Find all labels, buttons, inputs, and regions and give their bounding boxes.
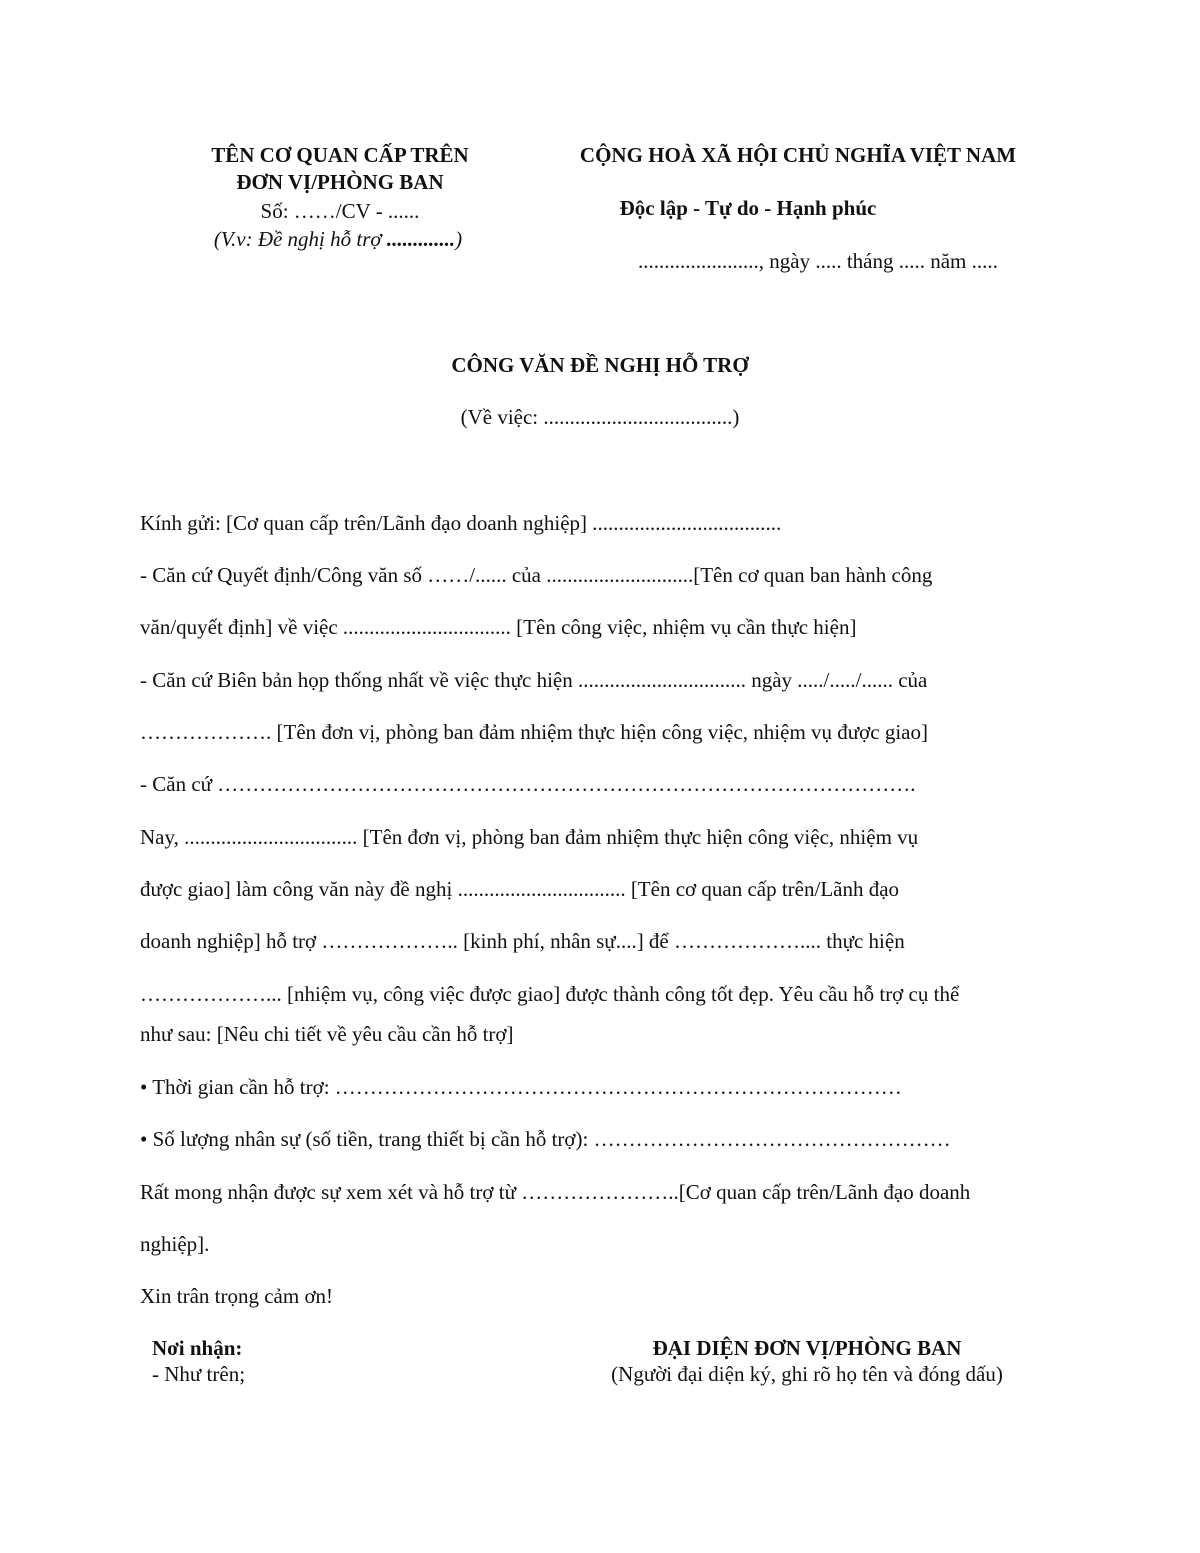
basis-decision-line-2: văn/quyết định] về việc ................................ [Tên công việc, nhiệm vụ cần thực hiện]	[140, 615, 857, 639]
closing-request-line-2: nghiệp].	[140, 1232, 210, 1256]
national-motto: Độc lập - Tự do - Hạnh phúc	[619, 196, 877, 220]
signer-title: ĐẠI DIỆN ĐƠN VỊ/PHÒNG BAN	[652, 1336, 962, 1360]
agency-parent-name: TÊN CƠ QUAN CẤP TRÊN	[211, 143, 469, 167]
subject-prefix: (V.v: Đề nghị hỗ trợ	[213, 227, 387, 251]
signer-note: (Người đại diện ký, ghi rõ họ tên và đóng dấu)	[611, 1362, 1003, 1386]
basis-minutes-line-2: ………………. [Tên đơn vị, phòng ban đảm nhiệm thực hiện công việc, nhiệm vụ được giao]	[140, 720, 928, 744]
document-title: CÔNG VĂN ĐỀ NGHỊ HỖ TRỢ	[451, 353, 749, 377]
basis-decision-line-1: - Căn cứ Quyết định/Công văn số ……/...... của ............................[Tên cơ quan ban hành công	[140, 563, 933, 587]
request-paragraph-line-2: được giao] làm công văn này đề nghị ................................ [Tên cơ quan cấp trên/Lãnh đạo	[140, 877, 900, 901]
support-time-bullet: • Thời gian cần hỗ trợ: ………………………………………………………………………	[140, 1075, 902, 1099]
recipient-line: Kính gửi: [Cơ quan cấp trên/Lãnh đạo doanh nghiệp] ....................................	[140, 511, 782, 535]
document-number: Số: ……/CV - ......	[260, 199, 420, 223]
document-subject	[138, 227, 538, 252]
basis-minutes-line-1: - Căn cứ Biên bản họp thống nhất về việc thực hiện ................................ ngày ...../...../...... của	[140, 668, 928, 692]
request-paragraph-line-1: Nay, ................................. [Tên đơn vị, phòng ban đảm nhiệm thực hiện công việc, nhiệm vụ	[140, 825, 919, 849]
closing-request-line-1: Rất mong nhận được sự xem xét và hỗ trợ từ …………………..[Cơ quan cấp trên/Lãnh đạo doanh	[140, 1180, 971, 1204]
recipients-item: - Như trên;	[152, 1362, 246, 1386]
thanks-line: Xin trân trọng cảm ơn!	[140, 1284, 334, 1308]
place-date-line: ......................., ngày ..... tháng ..... năm .....	[638, 249, 998, 273]
country-name: CỘNG HOÀ XÃ HỘI CHỦ NGHĨA VIỆT NAM	[579, 143, 1017, 167]
document-title-subject: (Về việc: ....................................)	[460, 405, 740, 429]
basis-other-line: - Căn cứ ……………………………………………………………………………………….	[140, 772, 916, 796]
request-paragraph-line-5: như sau: [Nêu chi tiết về yêu cầu cần hỗ trợ]	[140, 1022, 514, 1046]
support-resources-bullet: • Số lượng nhân sự (số tiền, trang thiết bị cần hỗ trợ): ……………………………………………	[140, 1127, 951, 1151]
recipients-label: Nơi nhận:	[152, 1336, 243, 1360]
subject-suffix: )	[455, 227, 463, 251]
department-name: ĐƠN VỊ/PHÒNG BAN	[236, 170, 444, 194]
request-paragraph-line-3: doanh nghiệp] hỗ trợ ……………….. [kinh phí, nhân sự....] để ……………….... thực hiện	[140, 929, 905, 953]
subject-dots: .............	[386, 227, 456, 251]
request-paragraph-line-4: ………………... [nhiệm vụ, công việc được giao] được thành công tốt đẹp. Yêu cầu hỗ trợ cụ thể	[140, 982, 960, 1006]
